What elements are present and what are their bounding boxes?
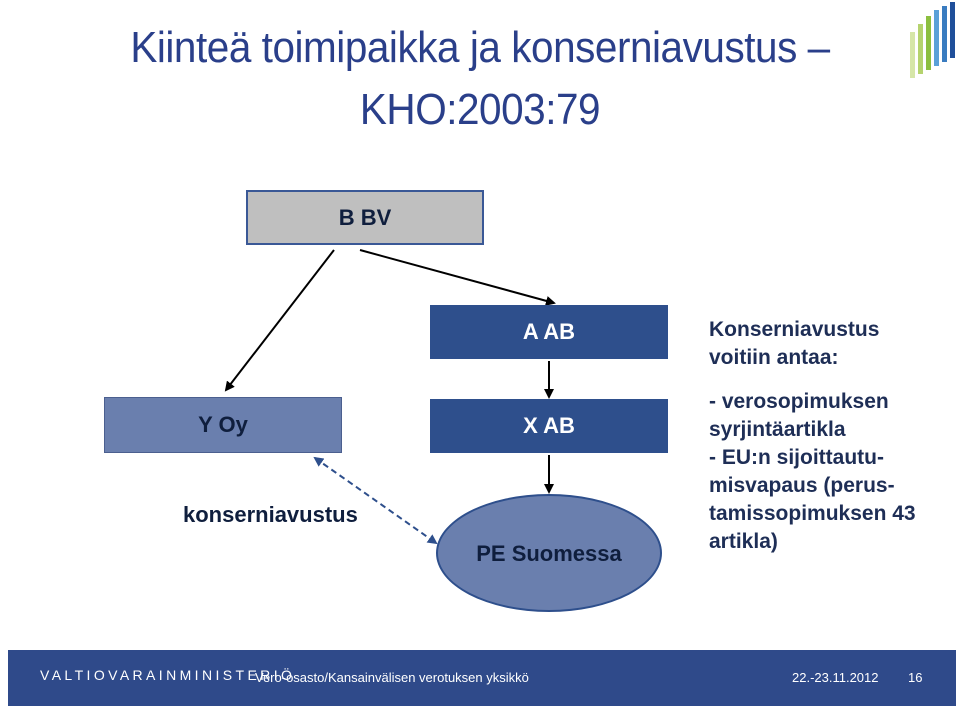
permanent-establishment-label: PE Suomessa (476, 541, 622, 566)
footer-department: Vero-osasto/Kansainvälisen verotuksen yksikkö (255, 670, 529, 685)
slide-title-line-2: KHO:2003:79 (359, 85, 601, 134)
arrow-bbv-to-aab (360, 250, 554, 303)
info-list-line: syrjintäartikla (709, 418, 846, 441)
info-heading-line: voitiin antaa: (709, 346, 839, 369)
arrow-bbv-to-yoy (226, 250, 334, 390)
entity-box-a-ab (430, 305, 668, 359)
info-list-line: misvapaus (perus- (709, 474, 895, 497)
info-heading (709, 316, 879, 372)
footer-date: 22.-23.11.2012 (792, 670, 879, 685)
ministry-logo-text: VALTIOVARAINMINISTERIÖ (40, 667, 296, 683)
konserniavustus-label: konserniavustus (183, 502, 358, 527)
page-number: 16 (908, 670, 923, 685)
entity-box-x-ab (430, 399, 668, 453)
entity-box-b-bv (246, 190, 484, 245)
info-heading-line: Konserniavustus (709, 318, 880, 341)
slide-title-line-1: Kiinteä toimipaikka ja konserniavustus – (130, 23, 830, 72)
entity-label-b-bv: B BV (338, 204, 392, 230)
footer-bar (8, 650, 956, 706)
entity-label-x-ab: X AB (523, 413, 575, 438)
info-list-line: - EU:n sijoittautu- (709, 446, 884, 469)
info-list-line: - verosopimuksen (709, 390, 889, 413)
entity-box-y-oy (104, 397, 342, 453)
entity-label-a-ab: A AB (522, 319, 576, 344)
info-list-line: artikla) (709, 530, 778, 553)
info-list (709, 388, 916, 556)
info-list-line: tamissopimuksen 43 (709, 502, 916, 525)
entity-label-y-oy: Y Oy (198, 412, 248, 437)
arrow-pe-yoy-konserniavustus (315, 458, 436, 543)
